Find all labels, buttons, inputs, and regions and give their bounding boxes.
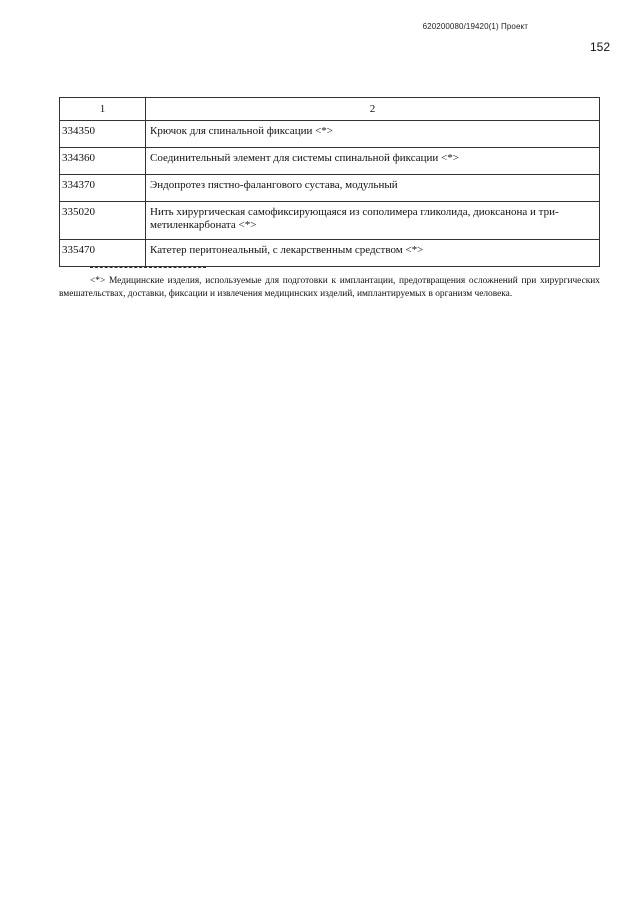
registry-table <box>59 97 600 267</box>
item-description: Катетер перитонеальный, с лекарственным средством <*> <box>146 240 600 267</box>
table-row <box>60 148 600 175</box>
item-description: Нить хирургическая самофиксирующаяся из сополимера гликолида, диоксанона и три-метиленкарбоната <*> <box>146 202 600 240</box>
table-row <box>60 121 600 148</box>
document-id: 620200080/19420(1) Проект <box>422 22 528 31</box>
column-header-1: 1 <box>60 98 146 121</box>
item-code: 334360 <box>60 148 146 175</box>
item-description: Эндопротез пястно-фалангового сустава, модульный <box>146 175 600 202</box>
item-description: Соединительный элемент для системы спинальной фиксации <*> <box>146 148 600 175</box>
item-code: 334370 <box>60 175 146 202</box>
table-row <box>60 175 600 202</box>
page-number: 152 <box>589 40 610 54</box>
table-header-row <box>60 98 600 121</box>
table-row <box>60 240 600 267</box>
table-row <box>60 202 600 240</box>
item-description: Крючок для спинальной фиксации <*> <box>146 121 600 148</box>
footnote-text: <*> Медицинские изделия, используемые для подготовки к имплантации, предотвращения осложнений при хирургических вмешательствах, доставки, фиксации и извлечения медицинских изделий, имплантируемых в организм человека. <box>59 276 600 299</box>
item-code: 335470 <box>60 240 146 267</box>
item-code: 334350 <box>60 121 146 148</box>
item-code: 335020 <box>60 202 146 240</box>
footnote-divider <box>90 267 206 268</box>
column-header-2: 2 <box>146 98 600 121</box>
